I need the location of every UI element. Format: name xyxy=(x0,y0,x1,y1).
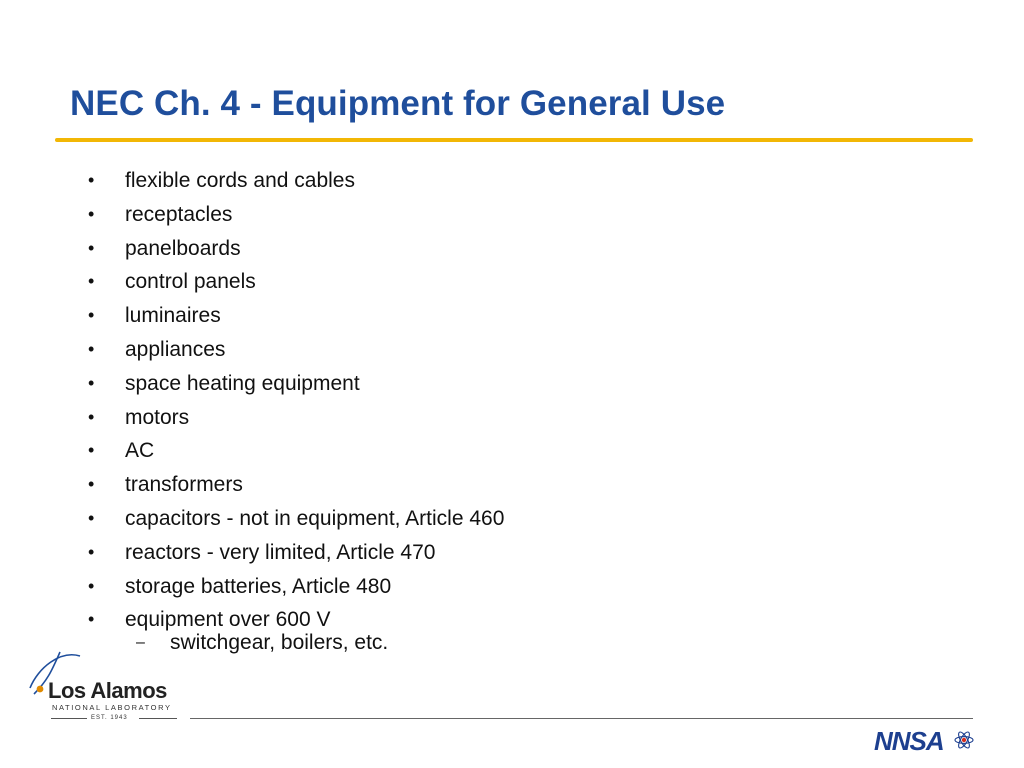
sub-list-item-text: switchgear, boilers, etc. xyxy=(170,631,389,654)
list-item-text: transformers xyxy=(125,473,243,497)
nnsa-logo: NNSA xyxy=(874,726,944,756)
atom-icon xyxy=(872,726,976,756)
list-item-text: equipment over 600 V xyxy=(125,608,331,632)
bullet-icon: • xyxy=(88,440,95,461)
list-item-text: control panels xyxy=(125,270,256,294)
list-item-text: storage batteries, Article 480 xyxy=(125,574,392,598)
list-item-text: AC xyxy=(125,439,155,463)
bullet-icon: • xyxy=(88,203,95,224)
est-divider-left xyxy=(51,718,87,719)
bullet-icon: • xyxy=(88,406,95,427)
bullet-icon: • xyxy=(88,271,95,292)
list-item-text: receptacles xyxy=(125,202,233,226)
list-item-text: panelboards xyxy=(125,236,241,260)
bullet-icon: • xyxy=(88,338,95,359)
list-item-text: luminaires xyxy=(125,304,221,328)
list-item-text: appliances xyxy=(125,337,226,361)
footer-divider xyxy=(190,718,973,719)
bullet-icon: • xyxy=(88,474,95,495)
dash-icon: – xyxy=(136,634,145,651)
bullet-icon: • xyxy=(88,170,95,190)
bullet-icon: • xyxy=(88,237,95,258)
slide-title: NEC Ch. 4 - Equipment for General Use xyxy=(70,84,726,123)
list-item-text: flexible cords and cables xyxy=(125,169,355,192)
list-item-text: motors xyxy=(125,405,190,429)
title-underline xyxy=(55,138,973,142)
list-item-text: space heating equipment xyxy=(125,371,360,395)
list-item-text: reactors - very limited, Article 470 xyxy=(125,540,436,564)
bullet-icon: • xyxy=(88,609,95,630)
lanl-name: Los Alamos xyxy=(48,678,167,703)
lanl-established: EST. 1943 xyxy=(91,715,128,721)
bullet-icon: • xyxy=(88,541,95,562)
bullet-icon: • xyxy=(88,575,95,596)
bullet-icon: • xyxy=(88,507,95,528)
est-divider-right xyxy=(139,718,177,719)
bullet-icon: • xyxy=(88,372,95,393)
bullet-icon: • xyxy=(88,305,95,326)
list-item-text: capacitors - not in equipment, Article 460 xyxy=(125,506,505,530)
lanl-subtitle: NATIONAL LABORATORY xyxy=(52,703,172,712)
